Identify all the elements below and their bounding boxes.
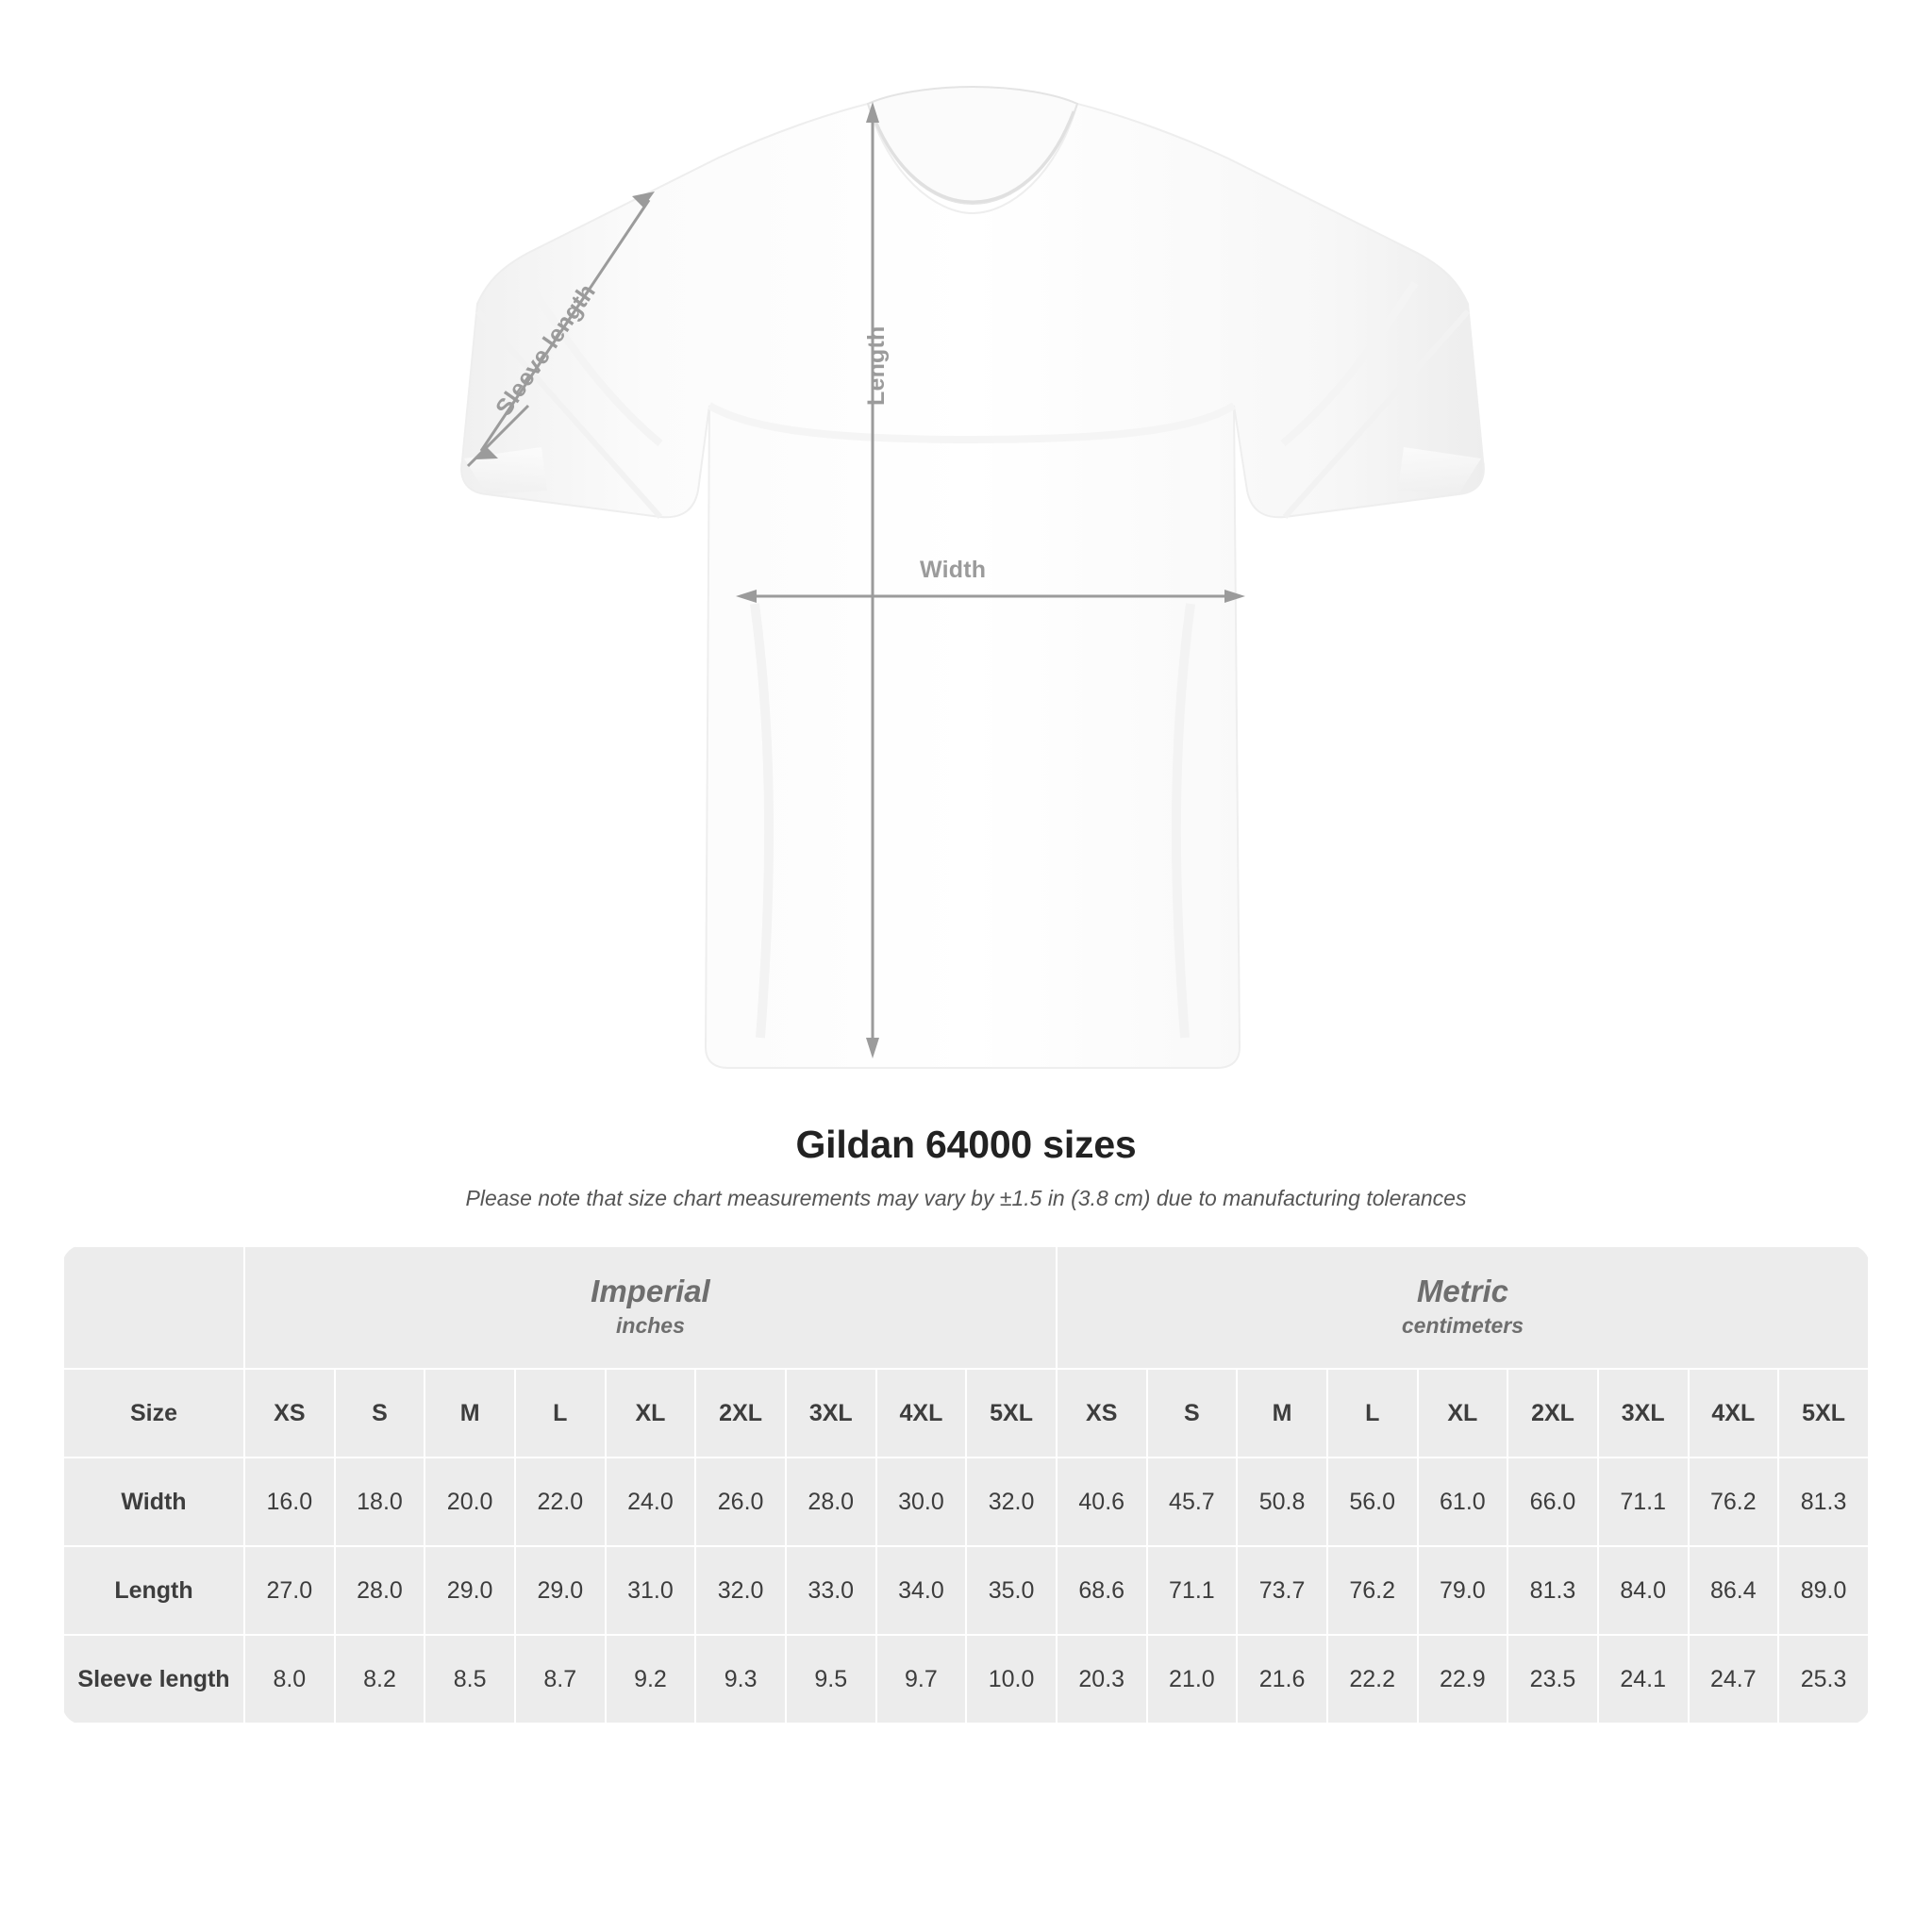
cell-length-metric-m: 73.7 bbox=[1237, 1546, 1327, 1635]
column-header-size-metric-2xl: 2XL bbox=[1507, 1369, 1598, 1457]
cell-width-metric-xs: 40.6 bbox=[1057, 1457, 1147, 1546]
column-header-size-metric-m: M bbox=[1237, 1369, 1327, 1457]
sleeve-length-dimension-label: Sleeve length bbox=[491, 278, 601, 422]
cell-width-imperial-m: 20.0 bbox=[425, 1457, 515, 1546]
unit-group-imperial bbox=[244, 1246, 1057, 1369]
cell-width-imperial-2xl: 26.0 bbox=[695, 1457, 786, 1546]
cell-sleeve-metric-3xl: 24.1 bbox=[1598, 1635, 1689, 1724]
row-header-length: Length bbox=[63, 1546, 244, 1635]
cell-width-metric-2xl: 66.0 bbox=[1507, 1457, 1598, 1546]
cell-sleeve-imperial-xs: 8.0 bbox=[244, 1635, 335, 1724]
cell-width-imperial-4xl: 30.0 bbox=[876, 1457, 967, 1546]
size-table bbox=[62, 1245, 1870, 1724]
unit-row-corner bbox=[63, 1246, 244, 1369]
unit-group-metric bbox=[1057, 1246, 1869, 1369]
column-header-size-metric-xl: XL bbox=[1418, 1369, 1508, 1457]
cell-width-metric-m: 50.8 bbox=[1237, 1457, 1327, 1546]
cell-width-imperial-3xl: 28.0 bbox=[786, 1457, 876, 1546]
cell-length-imperial-xl: 31.0 bbox=[606, 1546, 696, 1635]
cell-sleeve-imperial-5xl: 10.0 bbox=[966, 1635, 1057, 1724]
unit-group-metric-name: Metric bbox=[1416, 1273, 1509, 1308]
unit-group-imperial-sub: inches bbox=[616, 1312, 685, 1338]
cell-width-imperial-l: 22.0 bbox=[515, 1457, 606, 1546]
cell-sleeve-metric-xl: 22.9 bbox=[1418, 1635, 1508, 1724]
cell-sleeve-metric-5xl: 25.3 bbox=[1778, 1635, 1869, 1724]
cell-width-metric-4xl: 76.2 bbox=[1689, 1457, 1779, 1546]
length-dimension-label: Length bbox=[863, 325, 890, 406]
page-title: Gildan 64000 sizes bbox=[795, 1123, 1137, 1166]
cell-width-metric-3xl: 71.1 bbox=[1598, 1457, 1689, 1546]
column-header-size-metric-xs: XS bbox=[1057, 1369, 1147, 1457]
cell-sleeve-metric-4xl: 24.7 bbox=[1689, 1635, 1779, 1724]
column-header-size-metric-4xl: 4XL bbox=[1689, 1369, 1779, 1457]
column-header-size-imperial-l: L bbox=[515, 1369, 606, 1457]
width-dimension-label: Width bbox=[920, 557, 987, 583]
table-row bbox=[63, 1546, 1869, 1635]
chart-heading bbox=[0, 1123, 1932, 1211]
cell-length-metric-xl: 79.0 bbox=[1418, 1546, 1508, 1635]
cell-sleeve-imperial-3xl: 9.5 bbox=[786, 1635, 876, 1724]
cell-width-imperial-5xl: 32.0 bbox=[966, 1457, 1057, 1546]
unit-group-row bbox=[63, 1246, 1869, 1369]
cell-width-imperial-xs: 16.0 bbox=[244, 1457, 335, 1546]
column-header-size: Size bbox=[63, 1369, 244, 1457]
cell-length-imperial-4xl: 34.0 bbox=[876, 1546, 967, 1635]
cell-sleeve-metric-m: 21.6 bbox=[1237, 1635, 1327, 1724]
cell-length-metric-l: 76.2 bbox=[1327, 1546, 1418, 1635]
unit-group-metric-sub: centimeters bbox=[1401, 1312, 1524, 1338]
cell-sleeve-metric-xs: 20.3 bbox=[1057, 1635, 1147, 1724]
cell-sleeve-imperial-2xl: 9.3 bbox=[695, 1635, 786, 1724]
cell-width-metric-l: 56.0 bbox=[1327, 1457, 1418, 1546]
column-header-size-metric-5xl: 5XL bbox=[1778, 1369, 1869, 1457]
cell-length-metric-4xl: 86.4 bbox=[1689, 1546, 1779, 1635]
cell-sleeve-metric-l: 22.2 bbox=[1327, 1635, 1418, 1724]
unit-group-imperial-name: Imperial bbox=[591, 1273, 710, 1308]
column-header-size-imperial-4xl: 4XL bbox=[876, 1369, 967, 1457]
cell-length-metric-s: 71.1 bbox=[1147, 1546, 1238, 1635]
cell-length-imperial-l: 29.0 bbox=[515, 1546, 606, 1635]
cell-length-imperial-m: 29.0 bbox=[425, 1546, 515, 1635]
column-header-size-imperial-m: M bbox=[425, 1369, 515, 1457]
size-table-head bbox=[63, 1246, 1869, 1457]
table-row bbox=[63, 1457, 1869, 1546]
cell-sleeve-imperial-xl: 9.2 bbox=[606, 1635, 696, 1724]
cell-width-imperial-xl: 24.0 bbox=[606, 1457, 696, 1546]
table-row bbox=[63, 1635, 1869, 1724]
tolerance-note: Please note that size chart measurements may vary by ±1.5 in (3.8 cm) due to manufacturing tolerances bbox=[465, 1186, 1467, 1210]
cell-width-metric-s: 45.7 bbox=[1147, 1457, 1238, 1546]
cell-sleeve-imperial-s: 8.2 bbox=[335, 1635, 425, 1724]
cell-length-metric-2xl: 81.3 bbox=[1507, 1546, 1598, 1635]
cell-width-metric-5xl: 81.3 bbox=[1778, 1457, 1869, 1546]
cell-sleeve-imperial-l: 8.7 bbox=[515, 1635, 606, 1724]
column-header-size-metric-3xl: 3XL bbox=[1598, 1369, 1689, 1457]
column-header-size-imperial-5xl: 5XL bbox=[966, 1369, 1057, 1457]
cell-length-metric-3xl: 84.0 bbox=[1598, 1546, 1689, 1635]
cell-width-metric-xl: 61.0 bbox=[1418, 1457, 1508, 1546]
column-header-size-imperial-s: S bbox=[335, 1369, 425, 1457]
cell-length-imperial-5xl: 35.0 bbox=[966, 1546, 1057, 1635]
cell-sleeve-metric-s: 21.0 bbox=[1147, 1635, 1238, 1724]
cell-length-imperial-xs: 27.0 bbox=[244, 1546, 335, 1635]
column-header-size-imperial-2xl: 2XL bbox=[695, 1369, 786, 1457]
cell-length-imperial-2xl: 32.0 bbox=[695, 1546, 786, 1635]
column-header-size-imperial-xl: XL bbox=[606, 1369, 696, 1457]
cell-sleeve-metric-2xl: 23.5 bbox=[1507, 1635, 1598, 1724]
column-header-size-imperial-3xl: 3XL bbox=[786, 1369, 876, 1457]
cell-length-imperial-3xl: 33.0 bbox=[786, 1546, 876, 1635]
row-header-width: Width bbox=[63, 1457, 244, 1546]
cell-width-imperial-s: 18.0 bbox=[335, 1457, 425, 1546]
size-table-wrapper bbox=[62, 1245, 1870, 1724]
row-header-sleeve-length: Sleeve length bbox=[63, 1635, 244, 1724]
cell-length-imperial-s: 28.0 bbox=[335, 1546, 425, 1635]
size-table-body bbox=[63, 1457, 1869, 1724]
cell-length-metric-5xl: 89.0 bbox=[1778, 1546, 1869, 1635]
size-header-row bbox=[63, 1369, 1869, 1457]
cell-sleeve-imperial-m: 8.5 bbox=[425, 1635, 515, 1724]
cell-length-metric-xs: 68.6 bbox=[1057, 1546, 1147, 1635]
column-header-size-imperial-xs: XS bbox=[244, 1369, 335, 1457]
cell-sleeve-imperial-4xl: 9.7 bbox=[876, 1635, 967, 1724]
column-header-size-metric-l: L bbox=[1327, 1369, 1418, 1457]
column-header-size-metric-s: S bbox=[1147, 1369, 1238, 1457]
